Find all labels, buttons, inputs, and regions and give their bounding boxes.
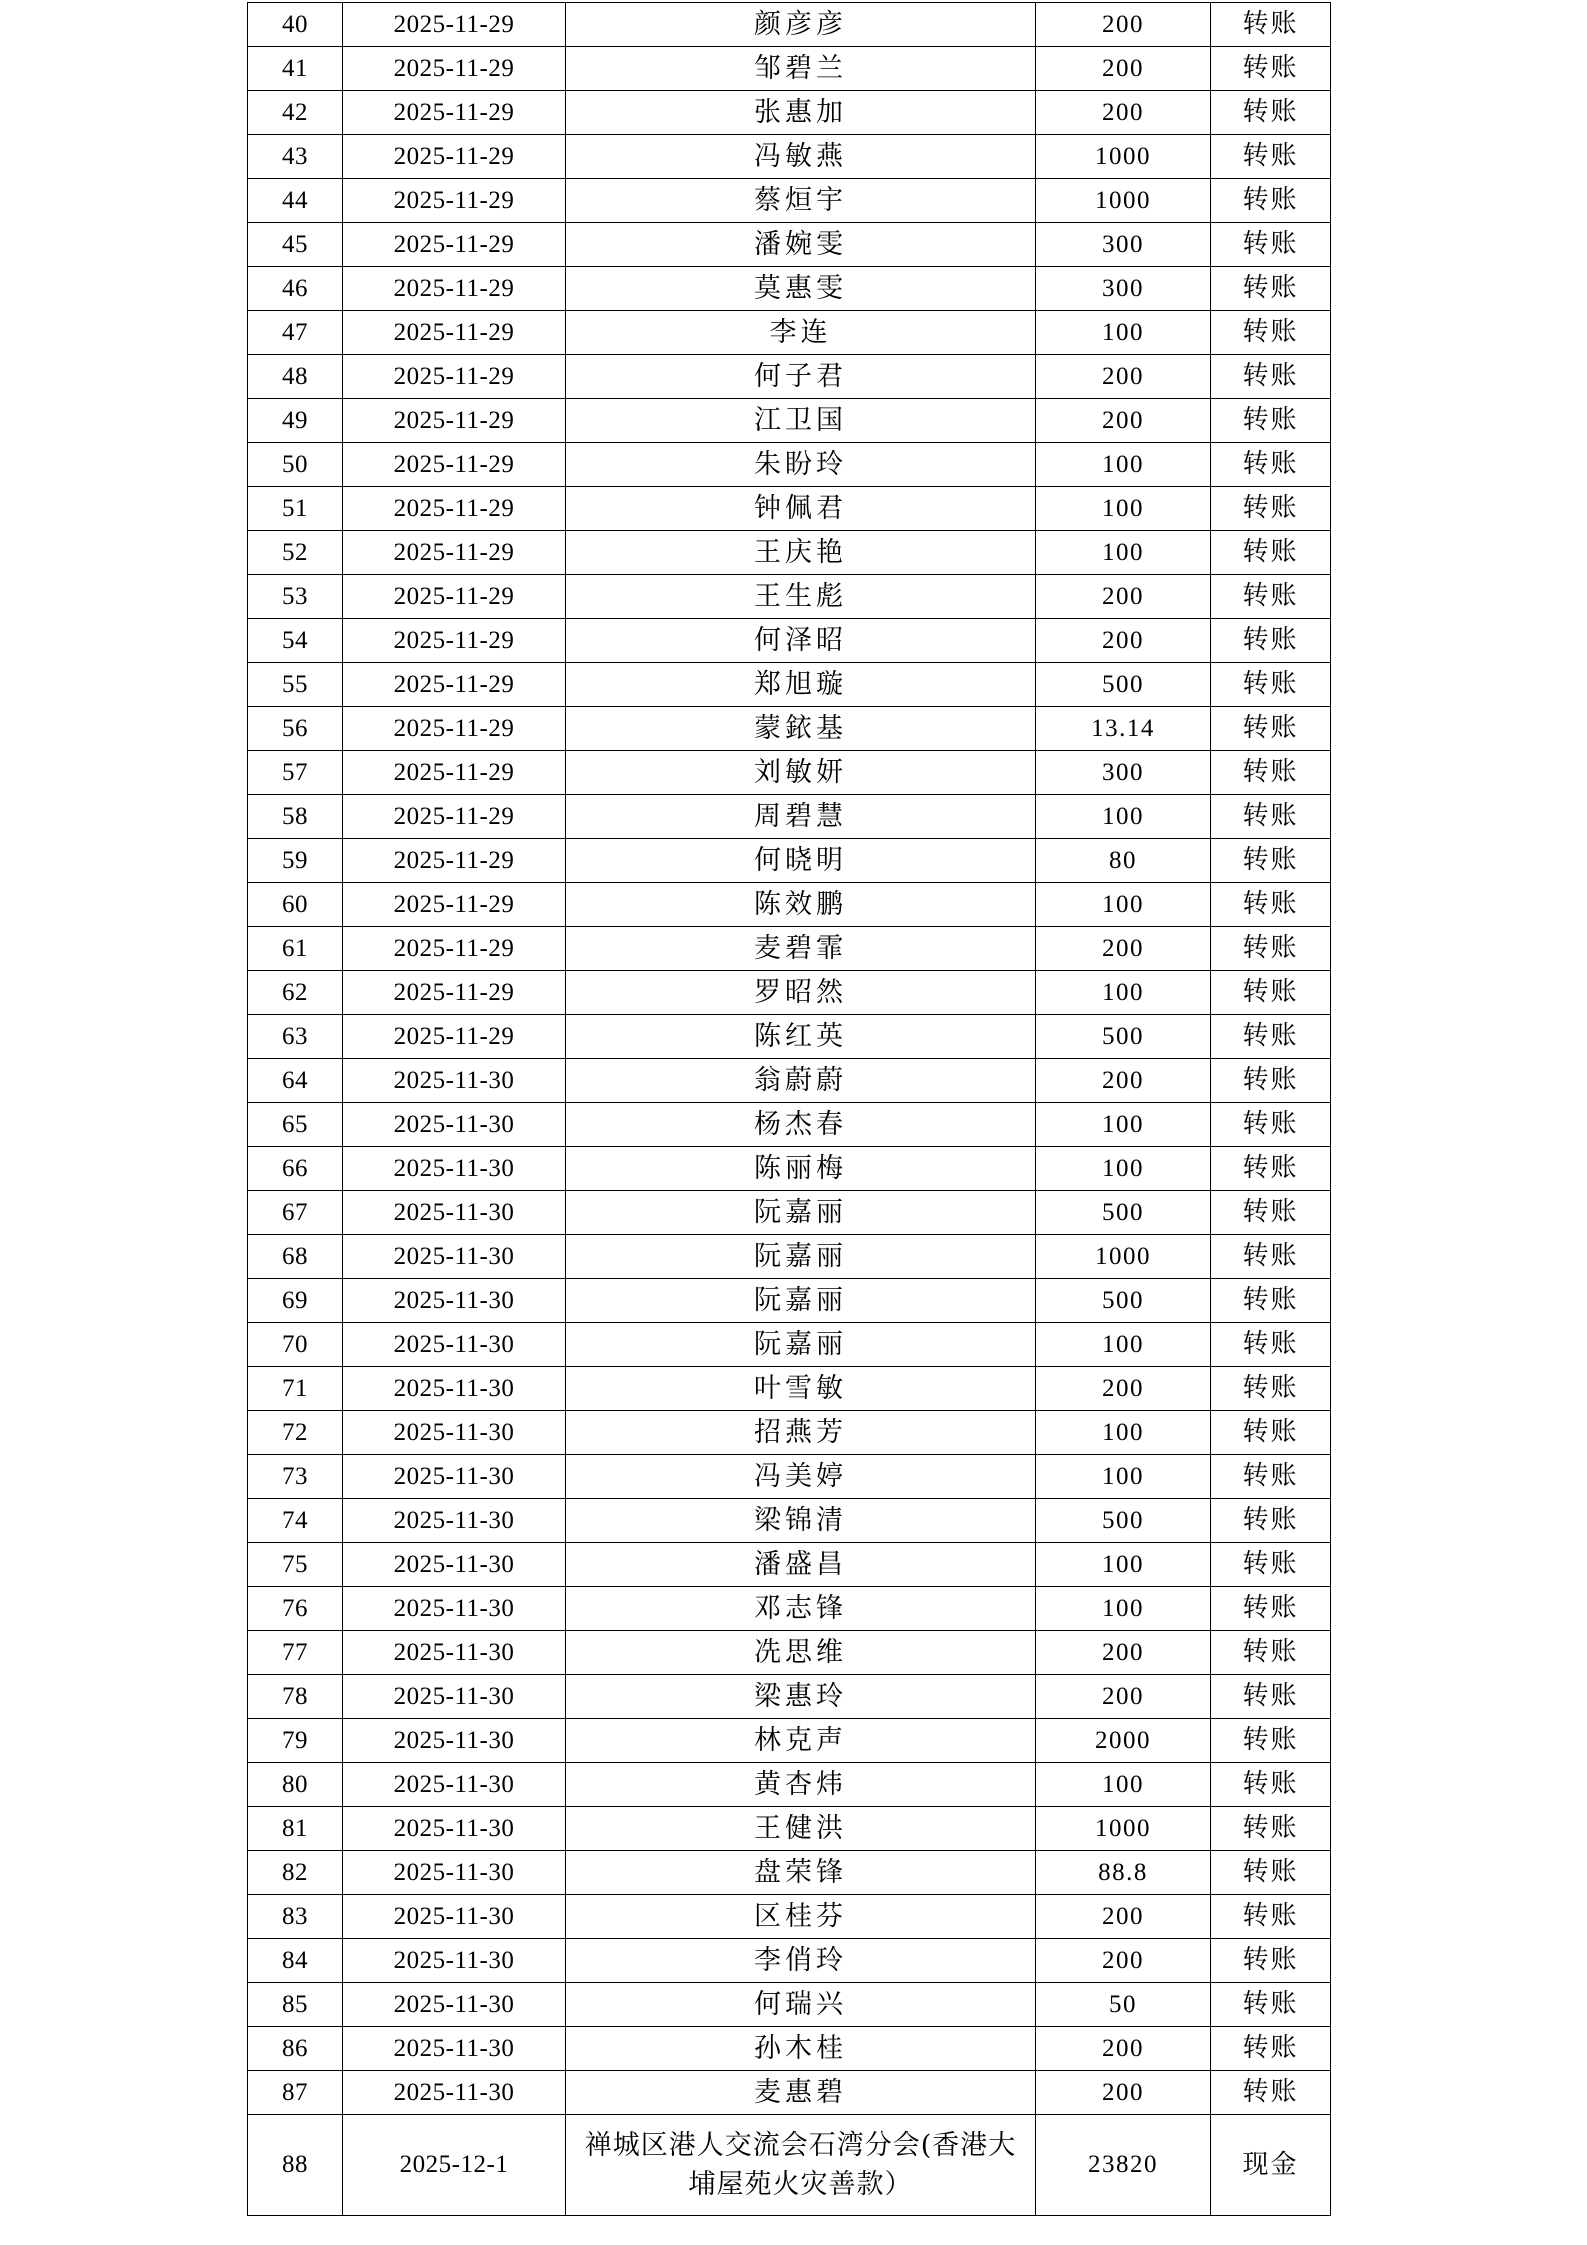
donor-name-cell: 阮嘉丽 bbox=[566, 1191, 1036, 1235]
row-number-cell: 45 bbox=[248, 223, 343, 267]
table-row bbox=[248, 1719, 1331, 1763]
donation-date-cell: 2025-11-30 bbox=[343, 1631, 566, 1675]
amount-cell: 100 bbox=[1036, 883, 1211, 927]
amount-cell: 500 bbox=[1036, 1015, 1211, 1059]
donor-name-cell: 江卫国 bbox=[566, 399, 1036, 443]
row-number-cell: 67 bbox=[248, 1191, 343, 1235]
table-row bbox=[248, 1279, 1331, 1323]
payment-type-cell: 转账 bbox=[1211, 1939, 1331, 1983]
amount-cell: 200 bbox=[1036, 1367, 1211, 1411]
table-row bbox=[248, 1675, 1331, 1719]
row-number-cell: 57 bbox=[248, 751, 343, 795]
row-number-cell: 88 bbox=[248, 2115, 343, 2216]
donor-name-cell: 冯敏燕 bbox=[566, 135, 1036, 179]
donation-date-cell: 2025-11-30 bbox=[343, 1763, 566, 1807]
donation-date-cell: 2025-11-29 bbox=[343, 267, 566, 311]
amount-cell: 200 bbox=[1036, 2071, 1211, 2115]
payment-type-cell: 转账 bbox=[1211, 179, 1331, 223]
donor-name-cell: 陈效鹏 bbox=[566, 883, 1036, 927]
row-number-cell: 86 bbox=[248, 2027, 343, 2071]
payment-type-cell: 转账 bbox=[1211, 2071, 1331, 2115]
row-number-cell: 79 bbox=[248, 1719, 343, 1763]
amount-cell: 100 bbox=[1036, 1543, 1211, 1587]
payment-type-cell: 转账 bbox=[1211, 1367, 1331, 1411]
donation-date-cell: 2025-11-30 bbox=[343, 1147, 566, 1191]
row-number-cell: 60 bbox=[248, 883, 343, 927]
donation-date-cell: 2025-11-29 bbox=[343, 91, 566, 135]
donor-name-cell: 刘敏妍 bbox=[566, 751, 1036, 795]
payment-type-cell: 转账 bbox=[1211, 311, 1331, 355]
amount-cell: 200 bbox=[1036, 1675, 1211, 1719]
row-number-cell: 85 bbox=[248, 1983, 343, 2027]
table-row bbox=[248, 707, 1331, 751]
row-number-cell: 68 bbox=[248, 1235, 343, 1279]
donation-date-cell: 2025-11-30 bbox=[343, 1191, 566, 1235]
payment-type-cell: 转账 bbox=[1211, 663, 1331, 707]
payment-type-cell: 转账 bbox=[1211, 619, 1331, 663]
payment-type-cell: 转账 bbox=[1211, 1235, 1331, 1279]
donor-name-cell: 叶雪敏 bbox=[566, 1367, 1036, 1411]
amount-cell: 100 bbox=[1036, 795, 1211, 839]
donation-date-cell: 2025-11-29 bbox=[343, 47, 566, 91]
amount-cell: 50 bbox=[1036, 1983, 1211, 2027]
payment-type-cell: 转账 bbox=[1211, 1675, 1331, 1719]
amount-cell: 1000 bbox=[1036, 135, 1211, 179]
table-row bbox=[248, 663, 1331, 707]
amount-cell: 100 bbox=[1036, 1147, 1211, 1191]
table-row bbox=[248, 1367, 1331, 1411]
amount-cell: 88.8 bbox=[1036, 1851, 1211, 1895]
row-number-cell: 66 bbox=[248, 1147, 343, 1191]
donation-date-cell: 2025-11-29 bbox=[343, 927, 566, 971]
table-row bbox=[248, 1059, 1331, 1103]
table-row bbox=[248, 1763, 1331, 1807]
payment-type-cell: 转账 bbox=[1211, 1411, 1331, 1455]
amount-cell: 200 bbox=[1036, 2027, 1211, 2071]
donor-name-cell: 盘荣锋 bbox=[566, 1851, 1036, 1895]
donor-name-cell: 颜彦彦 bbox=[566, 3, 1036, 47]
amount-cell: 300 bbox=[1036, 751, 1211, 795]
donor-name-cell: 莫惠雯 bbox=[566, 267, 1036, 311]
donation-table-container bbox=[247, 2, 1330, 2216]
donor-name-cell: 阮嘉丽 bbox=[566, 1235, 1036, 1279]
amount-cell: 100 bbox=[1036, 1103, 1211, 1147]
amount-cell: 200 bbox=[1036, 1939, 1211, 1983]
payment-type-cell: 转账 bbox=[1211, 1587, 1331, 1631]
row-number-cell: 84 bbox=[248, 1939, 343, 1983]
table-row bbox=[248, 1455, 1331, 1499]
table-row bbox=[248, 1939, 1331, 1983]
amount-cell: 200 bbox=[1036, 1059, 1211, 1103]
amount-cell: 100 bbox=[1036, 971, 1211, 1015]
amount-cell: 200 bbox=[1036, 355, 1211, 399]
row-number-cell: 72 bbox=[248, 1411, 343, 1455]
row-number-cell: 69 bbox=[248, 1279, 343, 1323]
payment-type-cell: 转账 bbox=[1211, 1147, 1331, 1191]
amount-cell: 300 bbox=[1036, 267, 1211, 311]
amount-cell: 200 bbox=[1036, 91, 1211, 135]
payment-type-cell: 转账 bbox=[1211, 443, 1331, 487]
amount-cell: 200 bbox=[1036, 927, 1211, 971]
payment-type-cell: 转账 bbox=[1211, 795, 1331, 839]
payment-type-cell: 转账 bbox=[1211, 1763, 1331, 1807]
table-row bbox=[248, 971, 1331, 1015]
payment-type-cell: 转账 bbox=[1211, 1279, 1331, 1323]
row-number-cell: 58 bbox=[248, 795, 343, 839]
donor-name-cell: 阮嘉丽 bbox=[566, 1323, 1036, 1367]
payment-type-cell: 转账 bbox=[1211, 1499, 1331, 1543]
donation-date-cell: 2025-11-29 bbox=[343, 355, 566, 399]
table-row bbox=[248, 135, 1331, 179]
donor-name-cell: 朱盼玲 bbox=[566, 443, 1036, 487]
amount-cell: 100 bbox=[1036, 1763, 1211, 1807]
payment-type-cell: 转账 bbox=[1211, 91, 1331, 135]
amount-cell: 13.14 bbox=[1036, 707, 1211, 751]
donor-name-cell: 杨杰春 bbox=[566, 1103, 1036, 1147]
donor-name-cell: 何瑞兴 bbox=[566, 1983, 1036, 2027]
table-row bbox=[248, 1895, 1331, 1939]
payment-type-cell: 转账 bbox=[1211, 1323, 1331, 1367]
donor-name-cell: 邓志锋 bbox=[566, 1587, 1036, 1631]
amount-cell: 200 bbox=[1036, 1895, 1211, 1939]
payment-type-cell: 转账 bbox=[1211, 355, 1331, 399]
table-row bbox=[248, 355, 1331, 399]
donor-name-cell: 禅城区港人交流会石湾分会(香港大埔屋苑火灾善款） bbox=[566, 2115, 1036, 2216]
payment-type-cell: 转账 bbox=[1211, 1719, 1331, 1763]
payment-type-cell: 转账 bbox=[1211, 135, 1331, 179]
amount-cell: 200 bbox=[1036, 575, 1211, 619]
payment-type-cell: 转账 bbox=[1211, 927, 1331, 971]
row-number-cell: 81 bbox=[248, 1807, 343, 1851]
table-row bbox=[248, 1411, 1331, 1455]
donation-date-cell: 2025-11-29 bbox=[343, 795, 566, 839]
row-number-cell: 55 bbox=[248, 663, 343, 707]
donor-name-cell: 潘盛昌 bbox=[566, 1543, 1036, 1587]
table-row bbox=[248, 399, 1331, 443]
donor-name-cell: 罗昭然 bbox=[566, 971, 1036, 1015]
row-number-cell: 50 bbox=[248, 443, 343, 487]
donation-date-cell: 2025-11-30 bbox=[343, 1411, 566, 1455]
amount-cell: 200 bbox=[1036, 619, 1211, 663]
amount-cell: 100 bbox=[1036, 1455, 1211, 1499]
donor-name-cell: 李连 bbox=[566, 311, 1036, 355]
payment-type-cell: 转账 bbox=[1211, 1895, 1331, 1939]
table-row bbox=[248, 2027, 1331, 2071]
donation-date-cell: 2025-11-29 bbox=[343, 443, 566, 487]
table-row bbox=[248, 575, 1331, 619]
row-number-cell: 61 bbox=[248, 927, 343, 971]
table-row bbox=[248, 751, 1331, 795]
payment-type-cell: 转账 bbox=[1211, 575, 1331, 619]
row-number-cell: 41 bbox=[248, 47, 343, 91]
row-number-cell: 59 bbox=[248, 839, 343, 883]
table-row bbox=[248, 1323, 1331, 1367]
donation-date-cell: 2025-11-30 bbox=[343, 1235, 566, 1279]
donor-name-cell: 何泽昭 bbox=[566, 619, 1036, 663]
donor-name-cell: 麦碧霏 bbox=[566, 927, 1036, 971]
payment-type-cell: 转账 bbox=[1211, 1455, 1331, 1499]
table-row bbox=[248, 1235, 1331, 1279]
amount-cell: 300 bbox=[1036, 223, 1211, 267]
row-number-cell: 47 bbox=[248, 311, 343, 355]
payment-type-cell: 现金 bbox=[1211, 2115, 1331, 2216]
payment-type-cell: 转账 bbox=[1211, 1103, 1331, 1147]
donation-table bbox=[247, 2, 1331, 2216]
donation-date-cell: 2025-11-29 bbox=[343, 839, 566, 883]
donor-name-cell: 蒙銥基 bbox=[566, 707, 1036, 751]
donor-name-cell: 何子君 bbox=[566, 355, 1036, 399]
payment-type-cell: 转账 bbox=[1211, 707, 1331, 751]
table-row bbox=[248, 1543, 1331, 1587]
table-row bbox=[248, 311, 1331, 355]
donor-name-cell: 冼思维 bbox=[566, 1631, 1036, 1675]
donor-name-cell: 邹碧兰 bbox=[566, 47, 1036, 91]
row-number-cell: 63 bbox=[248, 1015, 343, 1059]
row-number-cell: 73 bbox=[248, 1455, 343, 1499]
payment-type-cell: 转账 bbox=[1211, 1983, 1331, 2027]
table-row bbox=[248, 927, 1331, 971]
donor-name-cell: 王庆艳 bbox=[566, 531, 1036, 575]
table-row bbox=[248, 443, 1331, 487]
donation-date-cell: 2025-11-30 bbox=[343, 1851, 566, 1895]
payment-type-cell: 转账 bbox=[1211, 223, 1331, 267]
amount-cell: 500 bbox=[1036, 663, 1211, 707]
row-number-cell: 74 bbox=[248, 1499, 343, 1543]
table-row bbox=[248, 1103, 1331, 1147]
donor-name-cell: 蔡烜宇 bbox=[566, 179, 1036, 223]
row-number-cell: 46 bbox=[248, 267, 343, 311]
table-row bbox=[248, 1587, 1331, 1631]
donation-date-cell: 2025-11-30 bbox=[343, 1059, 566, 1103]
donation-date-cell: 2025-11-30 bbox=[343, 1719, 566, 1763]
row-number-cell: 71 bbox=[248, 1367, 343, 1411]
amount-cell: 100 bbox=[1036, 1587, 1211, 1631]
row-number-cell: 42 bbox=[248, 91, 343, 135]
payment-type-cell: 转账 bbox=[1211, 1059, 1331, 1103]
table-row bbox=[248, 2071, 1331, 2115]
row-number-cell: 43 bbox=[248, 135, 343, 179]
donation-date-cell: 2025-11-29 bbox=[343, 311, 566, 355]
row-number-cell: 87 bbox=[248, 2071, 343, 2115]
table-row bbox=[248, 47, 1331, 91]
payment-type-cell: 转账 bbox=[1211, 2027, 1331, 2071]
donor-name-cell: 李俏玲 bbox=[566, 1939, 1036, 1983]
payment-type-cell: 转账 bbox=[1211, 47, 1331, 91]
row-number-cell: 49 bbox=[248, 399, 343, 443]
amount-cell: 100 bbox=[1036, 1411, 1211, 1455]
table-row bbox=[248, 2115, 1331, 2216]
amount-cell: 1000 bbox=[1036, 1807, 1211, 1851]
payment-type-cell: 转账 bbox=[1211, 3, 1331, 47]
donation-date-cell: 2025-11-30 bbox=[343, 1323, 566, 1367]
donor-name-cell: 陈丽梅 bbox=[566, 1147, 1036, 1191]
amount-cell: 100 bbox=[1036, 443, 1211, 487]
row-number-cell: 44 bbox=[248, 179, 343, 223]
donor-name-cell: 张惠加 bbox=[566, 91, 1036, 135]
table-row bbox=[248, 91, 1331, 135]
donor-name-cell: 区桂芬 bbox=[566, 1895, 1036, 1939]
donation-date-cell: 2025-11-29 bbox=[343, 883, 566, 927]
amount-cell: 500 bbox=[1036, 1279, 1211, 1323]
donor-name-cell: 阮嘉丽 bbox=[566, 1279, 1036, 1323]
amount-cell: 200 bbox=[1036, 1631, 1211, 1675]
donation-date-cell: 2025-11-30 bbox=[343, 1939, 566, 1983]
donation-date-cell: 2025-11-30 bbox=[343, 1675, 566, 1719]
row-number-cell: 70 bbox=[248, 1323, 343, 1367]
donation-date-cell: 2025-11-29 bbox=[343, 1015, 566, 1059]
donation-date-cell: 2025-11-30 bbox=[343, 1103, 566, 1147]
payment-type-cell: 转账 bbox=[1211, 487, 1331, 531]
donor-name-cell: 钟佩君 bbox=[566, 487, 1036, 531]
payment-type-cell: 转账 bbox=[1211, 1191, 1331, 1235]
donation-date-cell: 2025-11-29 bbox=[343, 531, 566, 575]
table-row bbox=[248, 3, 1331, 47]
donation-date-cell: 2025-11-29 bbox=[343, 575, 566, 619]
amount-cell: 100 bbox=[1036, 1323, 1211, 1367]
payment-type-cell: 转账 bbox=[1211, 1631, 1331, 1675]
amount-cell: 100 bbox=[1036, 531, 1211, 575]
donation-date-cell: 2025-11-30 bbox=[343, 1983, 566, 2027]
amount-cell: 500 bbox=[1036, 1499, 1211, 1543]
amount-cell: 500 bbox=[1036, 1191, 1211, 1235]
table-row bbox=[248, 223, 1331, 267]
payment-type-cell: 转账 bbox=[1211, 751, 1331, 795]
donor-name-cell: 王生彪 bbox=[566, 575, 1036, 619]
amount-cell: 100 bbox=[1036, 487, 1211, 531]
donation-date-cell: 2025-11-29 bbox=[343, 487, 566, 531]
payment-type-cell: 转账 bbox=[1211, 839, 1331, 883]
table-row bbox=[248, 1983, 1331, 2027]
donor-name-cell: 郑旭璇 bbox=[566, 663, 1036, 707]
table-row bbox=[248, 1191, 1331, 1235]
row-number-cell: 40 bbox=[248, 3, 343, 47]
donor-name-cell: 翁蔚蔚 bbox=[566, 1059, 1036, 1103]
donation-date-cell: 2025-11-29 bbox=[343, 707, 566, 751]
amount-cell: 200 bbox=[1036, 3, 1211, 47]
row-number-cell: 51 bbox=[248, 487, 343, 531]
donor-name-cell: 潘婉雯 bbox=[566, 223, 1036, 267]
row-number-cell: 82 bbox=[248, 1851, 343, 1895]
table-row bbox=[248, 1015, 1331, 1059]
table-row bbox=[248, 1631, 1331, 1675]
amount-cell: 200 bbox=[1036, 399, 1211, 443]
donation-date-cell: 2025-11-29 bbox=[343, 751, 566, 795]
donor-name-cell: 梁锦清 bbox=[566, 1499, 1036, 1543]
row-number-cell: 83 bbox=[248, 1895, 343, 1939]
donor-name-cell: 何晓明 bbox=[566, 839, 1036, 883]
row-number-cell: 54 bbox=[248, 619, 343, 663]
donation-date-cell: 2025-11-30 bbox=[343, 1807, 566, 1851]
donation-date-cell: 2025-11-29 bbox=[343, 971, 566, 1015]
table-row bbox=[248, 795, 1331, 839]
donation-date-cell: 2025-11-30 bbox=[343, 1895, 566, 1939]
donor-name-cell: 招燕芳 bbox=[566, 1411, 1036, 1455]
donor-name-cell: 孙木桂 bbox=[566, 2027, 1036, 2071]
donor-name-cell: 冯美婷 bbox=[566, 1455, 1036, 1499]
table-row bbox=[248, 1851, 1331, 1895]
row-number-cell: 52 bbox=[248, 531, 343, 575]
table-row bbox=[248, 883, 1331, 927]
row-number-cell: 64 bbox=[248, 1059, 343, 1103]
row-number-cell: 65 bbox=[248, 1103, 343, 1147]
table-row bbox=[248, 1499, 1331, 1543]
amount-cell: 200 bbox=[1036, 47, 1211, 91]
row-number-cell: 53 bbox=[248, 575, 343, 619]
table-row bbox=[248, 179, 1331, 223]
row-number-cell: 76 bbox=[248, 1587, 343, 1631]
payment-type-cell: 转账 bbox=[1211, 1543, 1331, 1587]
donor-name-cell: 周碧慧 bbox=[566, 795, 1036, 839]
donation-date-cell: 2025-11-30 bbox=[343, 2071, 566, 2115]
row-number-cell: 75 bbox=[248, 1543, 343, 1587]
payment-type-cell: 转账 bbox=[1211, 883, 1331, 927]
row-number-cell: 48 bbox=[248, 355, 343, 399]
donor-name-cell: 林克声 bbox=[566, 1719, 1036, 1763]
donation-date-cell: 2025-11-29 bbox=[343, 663, 566, 707]
donation-date-cell: 2025-11-29 bbox=[343, 3, 566, 47]
donor-name-cell: 陈红英 bbox=[566, 1015, 1036, 1059]
donor-name-cell: 梁惠玲 bbox=[566, 1675, 1036, 1719]
row-number-cell: 56 bbox=[248, 707, 343, 751]
table-row bbox=[248, 1147, 1331, 1191]
table-row bbox=[248, 839, 1331, 883]
payment-type-cell: 转账 bbox=[1211, 1851, 1331, 1895]
payment-type-cell: 转账 bbox=[1211, 1015, 1331, 1059]
donor-name-cell: 王健洪 bbox=[566, 1807, 1036, 1851]
amount-cell: 23820 bbox=[1036, 2115, 1211, 2216]
amount-cell: 1000 bbox=[1036, 1235, 1211, 1279]
donation-date-cell: 2025-11-29 bbox=[343, 179, 566, 223]
amount-cell: 100 bbox=[1036, 311, 1211, 355]
donation-date-cell: 2025-11-30 bbox=[343, 1455, 566, 1499]
payment-type-cell: 转账 bbox=[1211, 267, 1331, 311]
row-number-cell: 62 bbox=[248, 971, 343, 1015]
payment-type-cell: 转账 bbox=[1211, 1807, 1331, 1851]
donor-name-cell: 黄杏炜 bbox=[566, 1763, 1036, 1807]
row-number-cell: 77 bbox=[248, 1631, 343, 1675]
table-row bbox=[248, 1807, 1331, 1851]
donation-date-cell: 2025-11-30 bbox=[343, 1367, 566, 1411]
donation-date-cell: 2025-11-29 bbox=[343, 619, 566, 663]
row-number-cell: 80 bbox=[248, 1763, 343, 1807]
donor-name-cell: 麦惠碧 bbox=[566, 2071, 1036, 2115]
table-row bbox=[248, 531, 1331, 575]
donation-date-cell: 2025-11-30 bbox=[343, 1543, 566, 1587]
payment-type-cell: 转账 bbox=[1211, 971, 1331, 1015]
donation-date-cell: 2025-12-1 bbox=[343, 2115, 566, 2216]
donation-date-cell: 2025-11-29 bbox=[343, 135, 566, 179]
table-row bbox=[248, 267, 1331, 311]
donation-date-cell: 2025-11-30 bbox=[343, 1587, 566, 1631]
donation-date-cell: 2025-11-30 bbox=[343, 2027, 566, 2071]
amount-cell: 1000 bbox=[1036, 179, 1211, 223]
donation-table-body bbox=[248, 3, 1331, 2216]
amount-cell: 2000 bbox=[1036, 1719, 1211, 1763]
donation-date-cell: 2025-11-30 bbox=[343, 1279, 566, 1323]
donation-date-cell: 2025-11-29 bbox=[343, 223, 566, 267]
donation-date-cell: 2025-11-29 bbox=[343, 399, 566, 443]
row-number-cell: 78 bbox=[248, 1675, 343, 1719]
donation-date-cell: 2025-11-30 bbox=[343, 1499, 566, 1543]
amount-cell: 80 bbox=[1036, 839, 1211, 883]
payment-type-cell: 转账 bbox=[1211, 531, 1331, 575]
table-row bbox=[248, 487, 1331, 531]
table-row bbox=[248, 619, 1331, 663]
payment-type-cell: 转账 bbox=[1211, 399, 1331, 443]
